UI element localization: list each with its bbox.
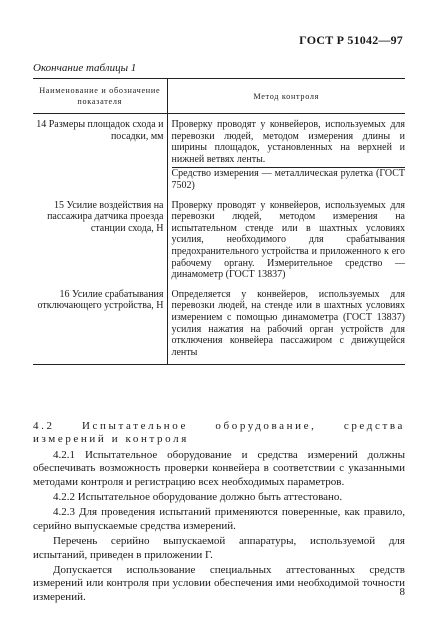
indicator-cell: 16 Усилие срабатывания отключающего устройства, Н	[33, 281, 167, 365]
method-cell: Определяется у конвейеров, используемых для перевозки людей, на стенде или в шахтных условиях измерением с помощью динамометра (ГОСТ 13837) усилия нажатия на рабочий орган устройств для отключения конвейера пассажиром с движущейся ленты	[167, 281, 405, 365]
paragraph: 4.2.1 Испытательное оборудование и средства измерений должны обеспечивать возможность проверки конвейера в соответствии с указанными методами контроля и регистрацию всех необходимых параметров.	[33, 448, 405, 488]
table-header-row	[33, 79, 405, 114]
table-row	[33, 192, 405, 281]
paragraph: 4.2.3 Для проведения испытаний применяются поверенные, как правило, серийно выпускаемые средства измерений.	[33, 506, 405, 532]
control-methods-table	[33, 78, 405, 365]
table-row	[33, 281, 405, 365]
column-header-indicator: Наименование и обозначение показателя	[33, 79, 167, 114]
indicator-cell: 15 Усилие воздействия на пассажира датчика проезда станции схода, Н	[33, 192, 167, 281]
method-extra: Средство измерения — металлическая рулетка (ГОСТ 7502)	[171, 168, 405, 191]
body-text	[33, 420, 405, 604]
table-caption: Окончание таблицы 1	[33, 62, 137, 74]
method-cell: Проверку проводят у конвейеров, используемых для перевозки людей, методом измерения на испытательном стенде или в шахтных условиях усилия, необходимого для срабатывания предохранительного устройства и приложенного к его рабочему органу. Измерительное средство — динамометр (ГОСТ 13837)	[171, 199, 405, 281]
paragraph: Перечень серийно выпускаемой аппаратуры, используемой для испытаний, приведен в приложении Г.	[33, 535, 405, 561]
method-cell: Проверку проводят у конвейеров, используемых для перевозки людей, методом измерения длины и ширины площадок, установленных на верхней и нижней ветвях ленты. Средство измерения — металлическая рулетка (ГОСТ 7502)	[171, 119, 405, 191]
section-title: 4.2 Испытательное оборудование, средства измерений и контроля	[33, 420, 405, 446]
paragraph: 4.2.2 Испытательное оборудование должно быть аттестовано.	[53, 491, 343, 504]
table-row	[33, 114, 405, 192]
document-code: ГОСТ Р 51042—97	[299, 33, 403, 47]
indicator-cell: 14 Размеры площадок схода и посадки, мм	[33, 114, 167, 192]
page-number: 8	[399, 586, 405, 598]
paragraph: Допускается использование специальных аттестованных средств измерений или контроля при условии обеспечения ими необходимой точности измерений.	[33, 564, 405, 603]
column-header-method: Метод контроля	[167, 79, 405, 114]
